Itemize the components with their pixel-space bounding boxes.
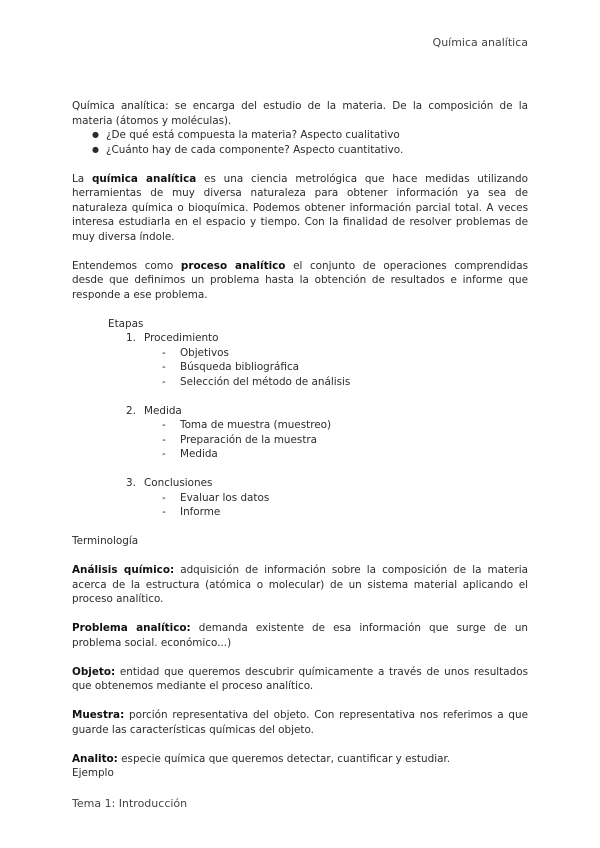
list-item: ● ¿Cuánto hay de cada componente? Aspecto cuantitativo.	[92, 143, 528, 158]
list-item: - Informe	[162, 505, 528, 520]
list-item: - Toma de muestra (muestreo)	[162, 418, 528, 433]
bold-term: química analítica	[91, 172, 197, 185]
list-item: - Evaluar los datos	[162, 491, 528, 506]
bold-term: proceso analítico	[180, 259, 286, 272]
stage-name: Conclusiones	[144, 477, 213, 489]
term-definition: Muestra: porción representativa del objeto. Con representativa nos referimos a que guarde las características químicas del objeto.	[72, 709, 528, 736]
stage-item: 3. Conclusiones - Evaluar los datos - Informe	[126, 476, 528, 520]
term-definition: Analito: especie química que queremos detectar, cuantificar y estudiar.	[72, 752, 451, 765]
list-item: ● ¿De qué está compuesta la materia? Aspecto cualitativo	[92, 128, 528, 143]
list-item: - Selección del método de análisis	[162, 375, 528, 390]
intro-text: Química analítica: se encarga del estudio de la materia. De la composición de la materia (átomos y moléculas).	[72, 100, 528, 127]
paragraph-quimica-analitica: La química analítica es una ciencia metrológica que hace medidas utilizando herramientas de muy diversa naturaleza para obtener información ya sea de naturaleza química o bioquímica. Podemos obtener información parcial total. A veces interesa estudiarla en el espacio y tiempo. Con la finalidad de resolver problemas de muy diversa índole.	[72, 172, 528, 243]
stage-item: 1. Procedimiento - Objetivos - Búsqueda bibliográfica - Selección del método de análisis	[126, 331, 528, 389]
list-item: - Búsqueda bibliográfica	[162, 360, 528, 375]
term-definition: Objeto: entidad que queremos descubrir químicamente a través de unos resultados que obtenemos mediante el proceso analítico.	[72, 665, 528, 692]
stage-name: Procedimiento	[144, 332, 219, 344]
list-item: - Objetivos	[162, 346, 528, 361]
term-definition: Problema analítico: demanda existente de esa información que surge de un problema social. económico...)	[72, 622, 528, 649]
intro-bullets	[72, 128, 528, 157]
paragraph-proceso-analitico: Entendemos como proceso analítico el conjunto de operaciones comprendidas desde que definimos un problema hasta la obtención de resultados e informe que responde a ese problema.	[72, 259, 528, 301]
page-header: Química analítica	[432, 36, 528, 49]
stage-item: 2. Medida - Toma de muestra (muestreo) - Preparación de la muestra - Medida	[126, 404, 528, 462]
document-body	[72, 99, 528, 781]
example-label: Ejemplo	[72, 767, 114, 779]
page-footer: Tema 1: Introducción	[72, 797, 188, 810]
etapas-title: Etapas	[108, 317, 144, 330]
stage-name: Medida	[144, 404, 182, 417]
etapas-section	[108, 317, 528, 520]
list-item: - Preparación de la muestra	[162, 433, 528, 448]
terminologia-title: Terminología	[72, 535, 139, 547]
term-definition: Análisis químico: adquisición de información sobre la composición de la materia acerca de la estructura (atómica o molecular) de un sistema material aplicando el proceso analítico.	[72, 564, 528, 605]
list-item: - Medida	[162, 447, 528, 462]
